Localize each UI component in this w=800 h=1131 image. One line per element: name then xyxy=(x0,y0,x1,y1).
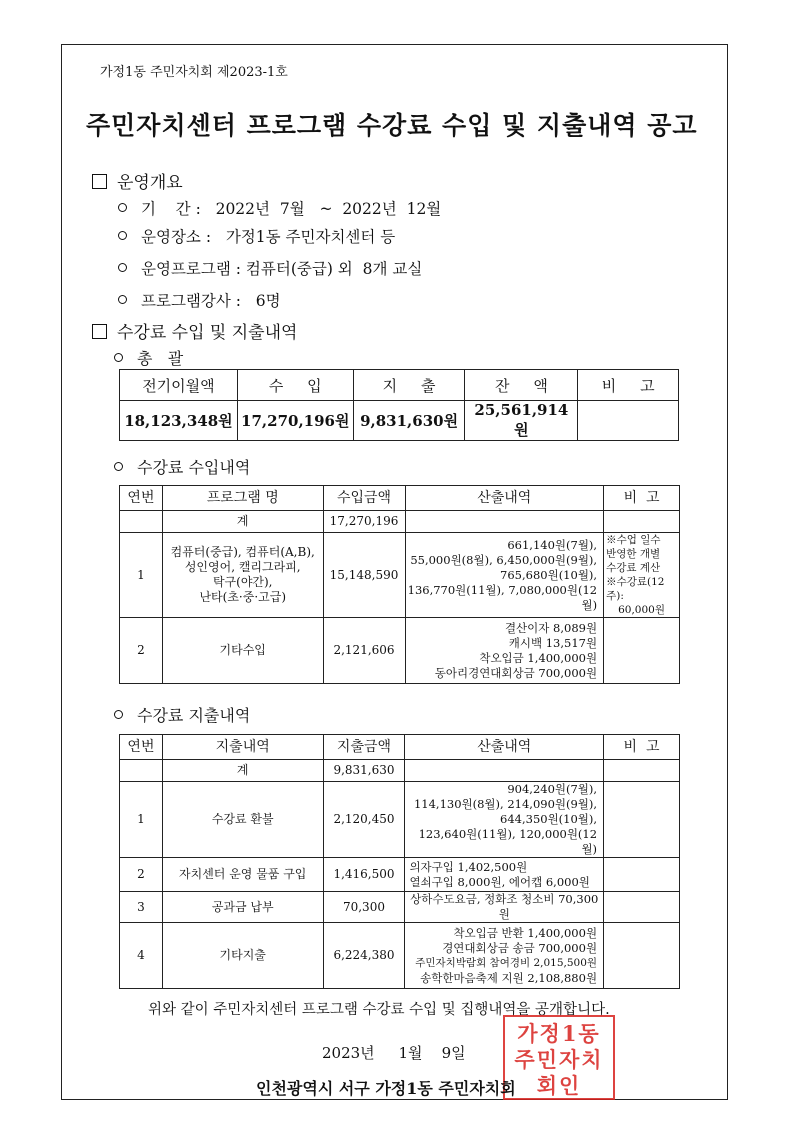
table-row xyxy=(120,533,680,618)
program-name: 기타수입 xyxy=(162,618,323,684)
program-name: 컴퓨터(중급), 컴퓨터(A,B), 성인영어, 캘리그라피, 탁구(야간), 난타(초·중·고급) xyxy=(162,533,323,618)
section-title: 운영개요 xyxy=(117,173,183,193)
row-number: 2 xyxy=(120,858,163,892)
table-row xyxy=(120,923,680,989)
expense-amount: 1,416,500 xyxy=(323,858,405,892)
expense-calc: 상하수도요금, 정화조 청소비 70,300원 xyxy=(405,892,604,923)
income-note: ※수업 일수 반영한 개별 수강료 계산 ※수강료(12주): 60,000원 xyxy=(604,533,680,618)
bullet-circle-icon xyxy=(118,203,127,212)
checkbox-square-icon xyxy=(92,174,107,189)
expense-header-cell: 지출금액 xyxy=(323,735,405,760)
income-header-row xyxy=(120,486,680,511)
row-number: 1 xyxy=(120,782,163,858)
organization-name: 인천광역시 서구 가정1동 주민자치회 xyxy=(256,1079,516,1098)
summary-header-row xyxy=(120,370,679,401)
expense-name: 수강료 환불 xyxy=(162,782,323,858)
summary-header-cell: 비 고 xyxy=(578,370,679,401)
closing-statement: 위와 같이 주민자치센터 프로그램 수강료 수입 및 집행내역을 공개합니다. xyxy=(148,1002,610,1018)
expense-name: 공과금 납부 xyxy=(162,892,323,923)
official-seal: 가정1동 주민자치 회인 xyxy=(503,1015,615,1100)
table-row xyxy=(120,858,680,892)
bullet-circle-icon xyxy=(118,263,127,272)
expense-table xyxy=(119,734,680,989)
income-total-label: 계 xyxy=(162,511,323,533)
summary-table xyxy=(119,369,679,441)
expense-calc: 착오입금 반환 1,400,000원 경연대회상금 송금 700,000원 주민자치박람회 참여경비 2,015,500원 송학한마음축제 지원 2,108,880원 xyxy=(405,923,604,989)
page-title: 주민자치센터 프로그램 수강료 수입 및 지출내역 공고 xyxy=(86,111,698,140)
income-calc: 결산이자 8,089원 캐시백 13,517원 착오입금 1,400,000원 동아리경연대회상금 700,000원 xyxy=(405,618,604,684)
expense-calc: 의자구입 1,402,500원 열쇠구입 8,000원, 에어캡 6,000원 xyxy=(405,858,604,892)
summary-value-row xyxy=(120,401,679,441)
income-total-row xyxy=(120,511,680,533)
expense-amount: 2,120,450 xyxy=(323,782,405,858)
bullet-circle-icon xyxy=(118,231,127,240)
expense-header-cell: 산출내역 xyxy=(405,735,604,760)
section-heading-finance xyxy=(92,318,297,343)
expense-header-cell: 비 고 xyxy=(604,735,680,760)
expense-calc: 904,240원(7월), 114,130원(8월), 214,090원(9월), 644,350원(10월), 123,640원(11월), 120,000원(12월) xyxy=(405,782,604,858)
issue-date: 2023년 1월 9일 xyxy=(322,1044,466,1062)
document-number: 가정1동 주민자치회 제2023-1호 xyxy=(100,65,288,80)
overview-location: 운영장소 : 가정1동 주민자치센터 등 xyxy=(118,225,395,247)
expense-header-row xyxy=(120,735,680,760)
overview-period: 기 간 : 2022년 7월 ~ 2022년 12월 xyxy=(118,197,441,219)
income-amount: 2,121,606 xyxy=(323,618,405,684)
table-row xyxy=(120,782,680,858)
bullet-circle-icon xyxy=(114,710,123,719)
overview-programs: 운영프로그램 : 컴퓨터(중급) 외 8개 교실 xyxy=(118,257,422,279)
row-number: 2 xyxy=(120,618,163,684)
income-amount: 15,148,590 xyxy=(323,533,405,618)
summary-value-cell: 18,123,348원 xyxy=(120,401,238,441)
bullet-circle-icon xyxy=(114,353,123,362)
row-number: 1 xyxy=(120,533,163,618)
summary-header-cell: 수 입 xyxy=(237,370,353,401)
expense-amount: 6,224,380 xyxy=(323,923,405,989)
expense-total-row xyxy=(120,760,680,782)
bullet-circle-icon xyxy=(118,295,127,304)
summary-header-cell: 잔 액 xyxy=(465,370,578,401)
summary-header-cell: 전기이월액 xyxy=(120,370,238,401)
expense-heading: 수강료 지출내역 xyxy=(114,703,250,726)
row-number: 4 xyxy=(120,923,163,989)
income-table xyxy=(119,485,680,684)
expense-header-cell: 연번 xyxy=(120,735,163,760)
table-row xyxy=(120,892,680,923)
summary-value-cell: 17,270,196원 xyxy=(237,401,353,441)
income-calc: 661,140원(7월), 55,000원(8월), 6,450,000원(9월), 765,680원(10월), 136,770원(11월), 7,080,000원(12월) xyxy=(405,533,604,618)
income-header-cell: 비 고 xyxy=(604,486,680,511)
income-heading: 수강료 수입내역 xyxy=(114,455,250,478)
row-number: 3 xyxy=(120,892,163,923)
expense-total-label: 계 xyxy=(162,760,323,782)
overview-instructors: 프로그램강사 : 6명 xyxy=(118,289,281,311)
expense-header-cell: 지출내역 xyxy=(162,735,323,760)
expense-amount: 70,300 xyxy=(323,892,405,923)
income-header-cell: 프로그램 명 xyxy=(162,486,323,511)
expense-name: 기타지출 xyxy=(162,923,323,989)
expense-name: 자치센터 운영 물품 구입 xyxy=(162,858,323,892)
expense-total-amount: 9,831,630 xyxy=(323,760,405,782)
checkbox-square-icon xyxy=(92,324,107,339)
summary-heading: 총 괄 xyxy=(114,346,183,369)
income-total-amount: 17,270,196 xyxy=(323,511,405,533)
income-header-cell: 수입금액 xyxy=(323,486,405,511)
income-header-cell: 산출내역 xyxy=(405,486,604,511)
section-title: 수강료 수입 및 지출내역 xyxy=(117,323,298,343)
income-header-cell: 연번 xyxy=(120,486,163,511)
summary-value-cell: 25,561,914원 xyxy=(465,401,578,441)
summary-header-cell: 지 출 xyxy=(353,370,465,401)
summary-value-cell xyxy=(578,401,679,441)
summary-value-cell: 9,831,630원 xyxy=(353,401,465,441)
table-row xyxy=(120,618,680,684)
bullet-circle-icon xyxy=(114,462,123,471)
section-heading-overview xyxy=(92,168,183,193)
